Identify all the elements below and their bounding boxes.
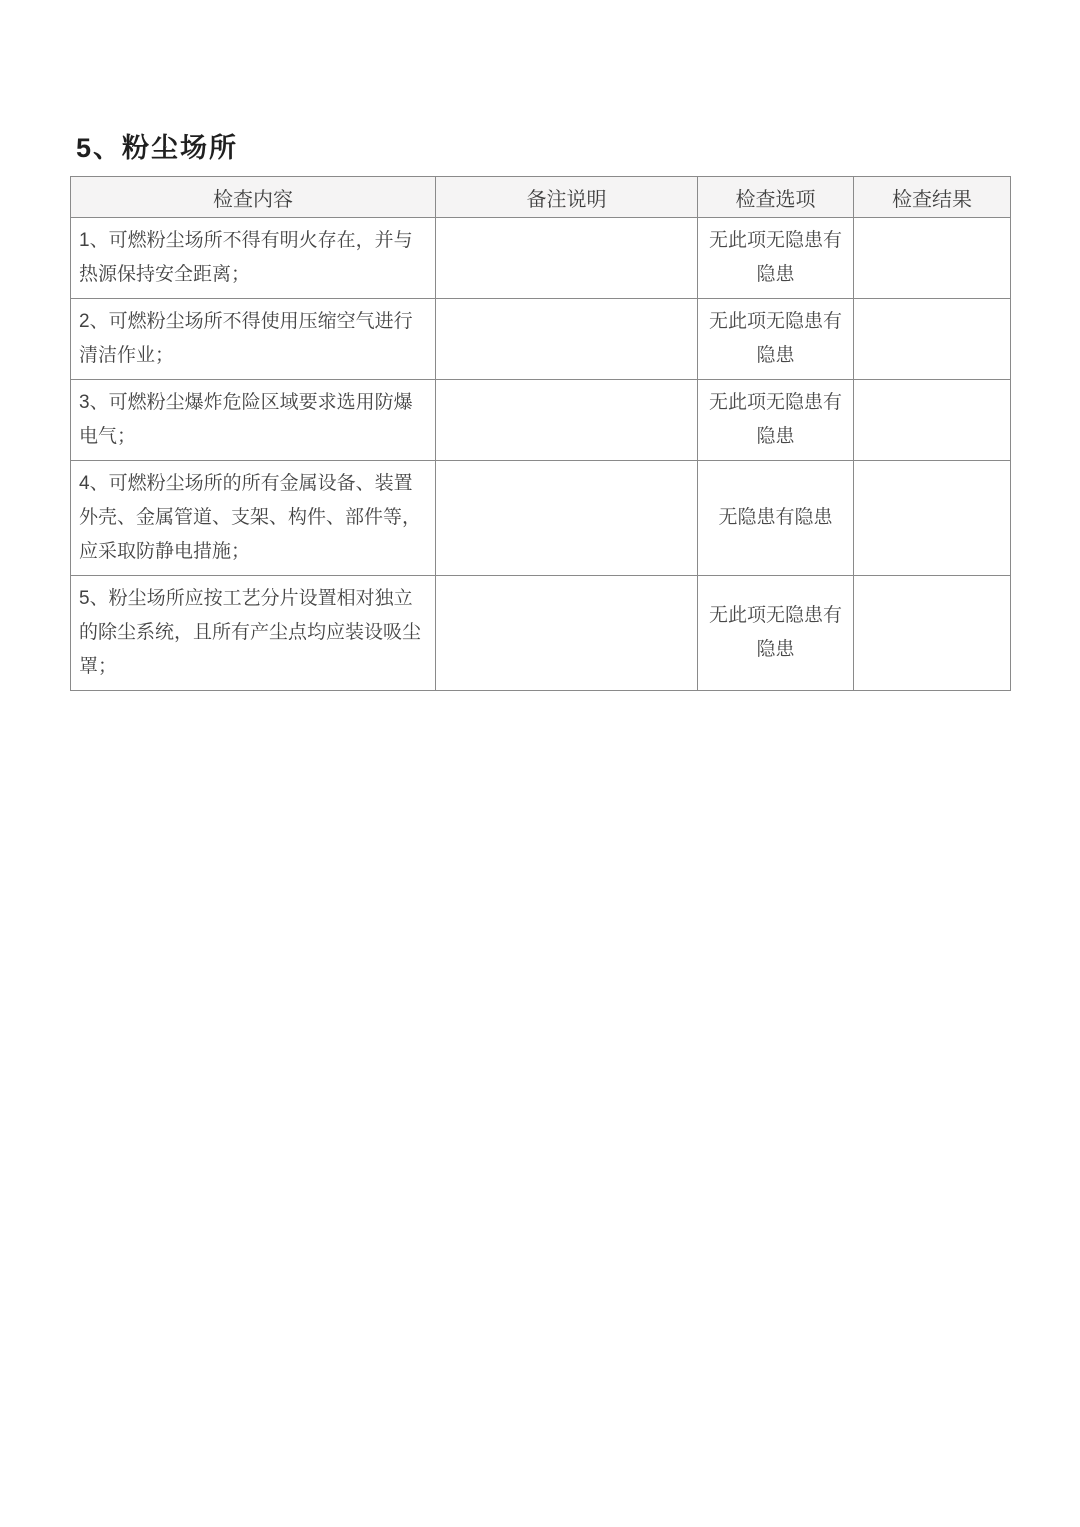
content-cell: 3、可燃粉尘爆炸危险区域要求选用防爆电气； — [71, 380, 436, 461]
column-header-content: 检查内容 — [71, 177, 436, 218]
column-header-options: 检查选项 — [698, 177, 854, 218]
column-header-result: 检查结果 — [854, 177, 1011, 218]
section-title: 5、粉尘场所 — [76, 133, 239, 163]
note-cell — [436, 299, 698, 380]
table-row — [71, 299, 1011, 380]
result-cell — [854, 576, 1011, 691]
table-header-row — [71, 177, 1011, 218]
result-cell — [854, 299, 1011, 380]
table-row — [71, 218, 1011, 299]
content-cell: 5、粉尘场所应按工艺分片设置相对独立的除尘系统，且所有产尘点均应装设吸尘罩； — [71, 576, 436, 691]
inspection-checklist-table — [70, 176, 1011, 691]
note-cell — [436, 218, 698, 299]
result-cell — [854, 461, 1011, 576]
result-cell — [854, 218, 1011, 299]
note-cell — [436, 461, 698, 576]
table-row — [71, 576, 1011, 691]
table-row — [71, 461, 1011, 576]
options-cell: 无隐患有隐患 — [698, 461, 854, 576]
options-cell: 无此项无隐患有隐患 — [698, 299, 854, 380]
content-cell: 2、可燃粉尘场所不得使用压缩空气进行清洁作业； — [71, 299, 436, 380]
note-cell — [436, 380, 698, 461]
result-cell — [854, 380, 1011, 461]
note-cell — [436, 576, 698, 691]
options-cell: 无此项无隐患有隐患 — [698, 218, 854, 299]
options-cell: 无此项无隐患有隐患 — [698, 380, 854, 461]
column-header-note: 备注说明 — [436, 177, 698, 218]
content-cell: 4、可燃粉尘场所的所有金属设备、装置外壳、金属管道、支架、构件、部件等，应采取防静电措施； — [71, 461, 436, 576]
options-cell: 无此项无隐患有隐患 — [698, 576, 854, 691]
table-row — [71, 380, 1011, 461]
content-cell: 1、可燃粉尘场所不得有明火存在，并与热源保持安全距离； — [71, 218, 436, 299]
